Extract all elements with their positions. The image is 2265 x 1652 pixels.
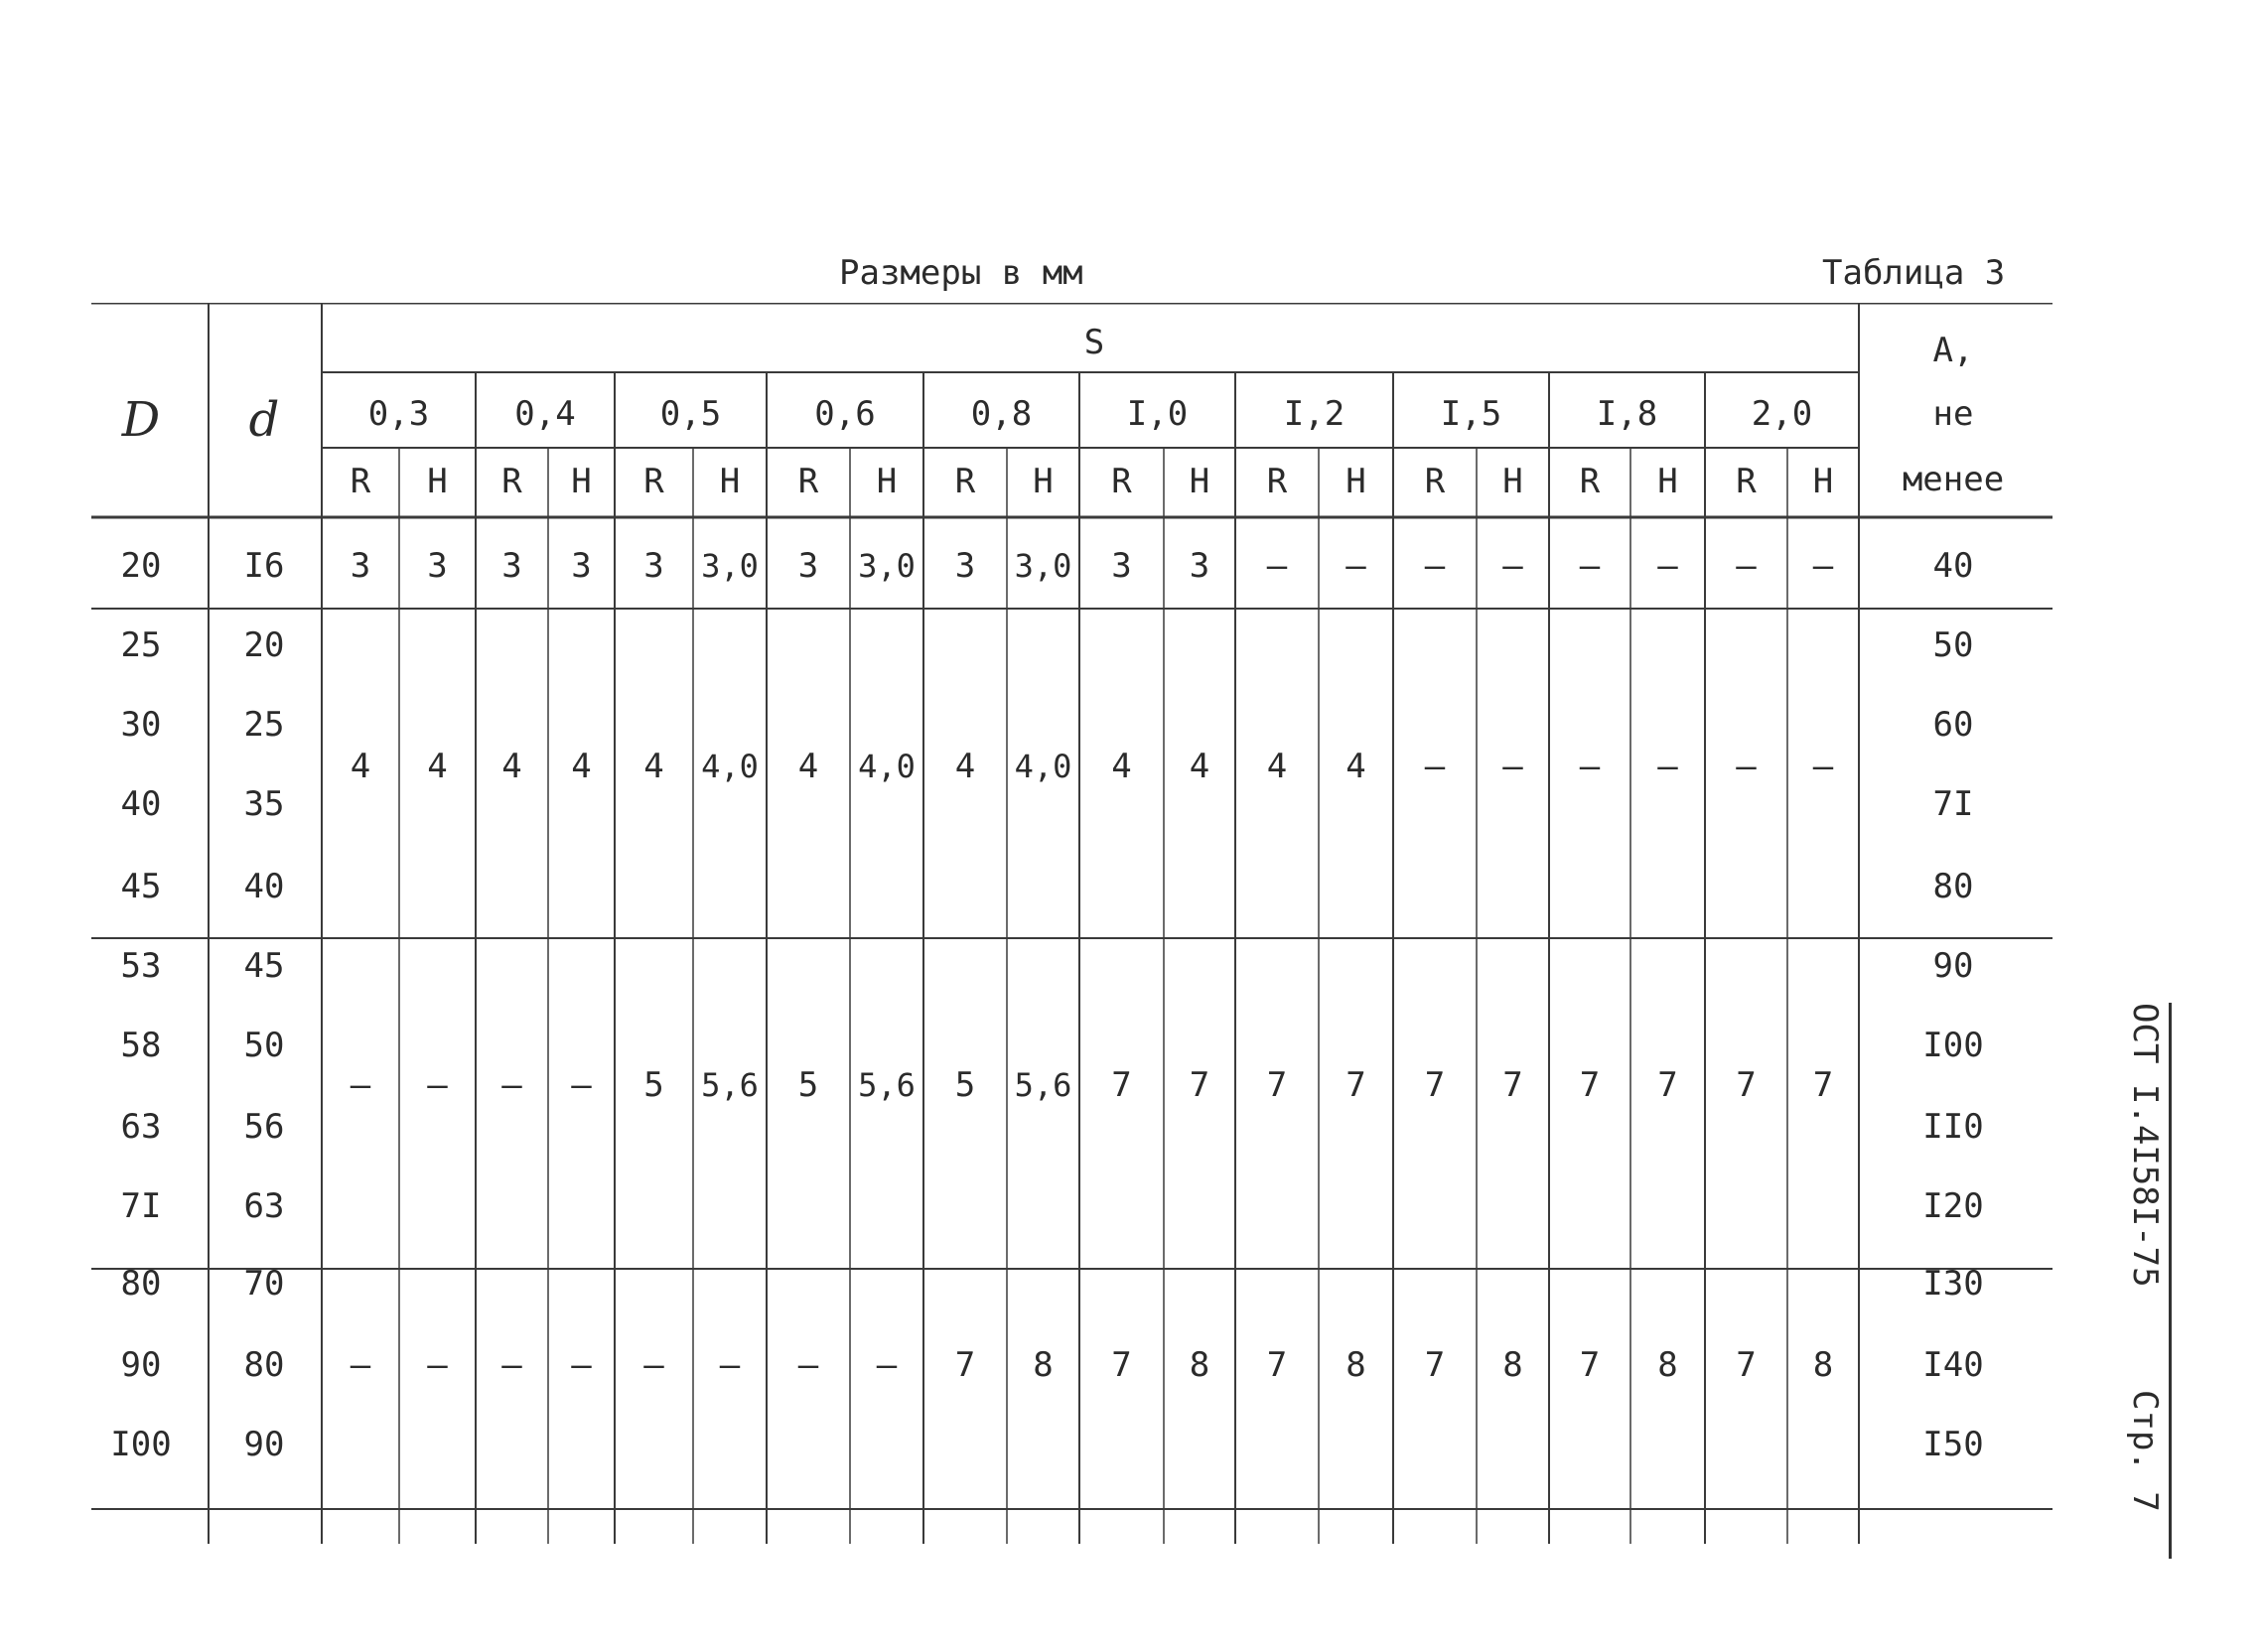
standard-number: ОСТ I.4I58I-75: [2125, 1003, 2165, 1288]
s-value-header: 0,4: [514, 394, 576, 434]
cell-value: 7: [1266, 1345, 1288, 1385]
cell-value: 7: [954, 1345, 976, 1385]
cell-value: 3: [1189, 546, 1210, 586]
cell-value: 4: [643, 747, 664, 786]
cell-value: 3,0: [858, 547, 916, 585]
cell-value: –: [1812, 747, 1834, 786]
row-value-D: 53: [120, 946, 162, 986]
s-value-header: I,5: [1440, 394, 1502, 434]
cell-value: –: [350, 1065, 371, 1105]
cell-value: –: [571, 1345, 592, 1385]
cell-value: 5: [954, 1065, 976, 1105]
row-value-D: 7I: [120, 1186, 162, 1226]
cell-value: 3: [954, 546, 976, 586]
cell-value: 7: [1111, 1345, 1132, 1385]
subheader-H: H: [876, 462, 898, 501]
s-value-header: 0,3: [367, 394, 430, 434]
cell-value: 7: [1812, 1065, 1834, 1105]
row-value-A: I20: [1922, 1186, 1984, 1226]
cell-value: 8: [1189, 1345, 1210, 1385]
row-value-D: 45: [120, 867, 162, 906]
side-stamp: [2125, 1003, 2172, 1559]
row-value-d: 80: [243, 1345, 285, 1385]
s-value-header: 2,0: [1751, 394, 1813, 434]
column-header-A-line3: менее: [1902, 460, 2005, 499]
cell-value: 4: [1345, 747, 1366, 786]
subheader-R: R: [797, 462, 819, 501]
cell-value: –: [1502, 747, 1523, 786]
subheader-R: R: [1266, 462, 1288, 501]
subheader-H: H: [719, 462, 741, 501]
dimensions-note: Размеры в мм: [839, 253, 1083, 293]
row-value-D: 80: [120, 1264, 162, 1304]
cell-value: 8: [1657, 1345, 1678, 1385]
cell-value: 4: [1266, 747, 1288, 786]
row-value-D: 20: [120, 546, 162, 586]
subheader-H: H: [571, 462, 592, 501]
cell-value: 4: [1189, 747, 1210, 786]
row-value-D: 63: [120, 1107, 162, 1147]
cell-value: 4: [427, 747, 448, 786]
page-number: Стр. 7: [2125, 1390, 2165, 1512]
subheader-H: H: [427, 462, 448, 501]
s-value-header: I,8: [1596, 394, 1658, 434]
cell-value: 7: [1266, 1065, 1288, 1105]
row-value-d: 63: [243, 1186, 285, 1226]
row-value-d: 70: [243, 1264, 285, 1304]
cell-value: 7: [1345, 1065, 1366, 1105]
cell-value: 7: [1424, 1065, 1446, 1105]
cell-value: 4: [1111, 747, 1132, 786]
cell-value: –: [427, 1065, 448, 1105]
cell-value: 5,6: [858, 1066, 916, 1104]
table-grid: [91, 303, 2053, 1544]
subheader-R: R: [1736, 462, 1757, 501]
cell-value: –: [1502, 546, 1523, 586]
row-value-A: 50: [1932, 625, 1974, 665]
row-value-A: I30: [1922, 1264, 1984, 1304]
dimensions-table: [91, 303, 2053, 1544]
subheader-H: H: [1033, 462, 1054, 501]
column-header-A-line2: не: [1932, 394, 1974, 434]
column-header-d: d: [248, 392, 280, 448]
cell-value: 3: [797, 546, 819, 586]
cell-value: –: [1424, 747, 1446, 786]
cell-value: –: [350, 1345, 371, 1385]
cell-value: 8: [1812, 1345, 1834, 1385]
cell-value: 3,0: [1014, 547, 1072, 585]
cell-value: 4,0: [858, 748, 916, 785]
cell-value: –: [797, 1345, 819, 1385]
s-value-header: I,0: [1126, 394, 1189, 434]
cell-value: 7: [1736, 1345, 1757, 1385]
cell-value: 3: [427, 546, 448, 586]
cell-value: 7: [1579, 1345, 1601, 1385]
cell-value: 7: [1189, 1065, 1210, 1105]
cell-value: 4,0: [1014, 748, 1072, 785]
subheader-H: H: [1502, 462, 1523, 501]
row-value-d: 50: [243, 1026, 285, 1065]
row-value-A: I00: [1922, 1026, 1984, 1065]
row-value-A: I40: [1922, 1345, 1984, 1385]
cell-value: –: [1345, 546, 1366, 586]
s-value-header: 0,8: [970, 394, 1033, 434]
row-value-d: 45: [243, 946, 285, 986]
row-value-D: I00: [110, 1425, 172, 1464]
cell-value: 4: [501, 747, 522, 786]
cell-value: 7: [1502, 1065, 1523, 1105]
cell-value: –: [501, 1345, 522, 1385]
cell-value: 3: [1111, 546, 1132, 586]
subheader-H: H: [1812, 462, 1834, 501]
row-value-A: 7I: [1932, 784, 1974, 824]
s-value-header: 0,5: [659, 394, 722, 434]
cell-value: 5,6: [701, 1066, 759, 1104]
row-value-A: 60: [1932, 705, 1974, 745]
cell-value: 5: [797, 1065, 819, 1105]
row-value-d: 35: [243, 784, 285, 824]
row-value-A: II0: [1922, 1107, 1984, 1147]
cell-value: 3: [350, 546, 371, 586]
cell-value: 7: [1111, 1065, 1132, 1105]
row-value-d: 25: [243, 705, 285, 745]
row-value-d: I6: [243, 546, 285, 586]
cell-value: 3,0: [701, 547, 759, 585]
cell-value: –: [1424, 546, 1446, 586]
cell-value: 8: [1033, 1345, 1054, 1385]
cell-value: –: [1736, 747, 1757, 786]
cell-value: –: [501, 1065, 522, 1105]
subheader-H: H: [1657, 462, 1678, 501]
cell-value: –: [643, 1345, 664, 1385]
cell-value: 5: [643, 1065, 664, 1105]
subheader-H: H: [1189, 462, 1210, 501]
subheader-R: R: [1424, 462, 1446, 501]
cell-value: –: [1812, 546, 1834, 586]
subheader-R: R: [350, 462, 371, 501]
row-value-d: 40: [243, 867, 285, 906]
cell-value: 7: [1424, 1345, 1446, 1385]
cell-value: –: [427, 1345, 448, 1385]
cell-value: 7: [1736, 1065, 1757, 1105]
cell-value: 3: [571, 546, 592, 586]
cell-value: –: [1657, 546, 1678, 586]
subheader-R: R: [643, 462, 664, 501]
subheader-R: R: [1579, 462, 1601, 501]
cell-value: –: [1736, 546, 1757, 586]
row-value-A: I50: [1922, 1425, 1984, 1464]
cell-value: 4: [350, 747, 371, 786]
cell-value: 4: [797, 747, 819, 786]
row-value-D: 30: [120, 705, 162, 745]
cell-value: 4: [571, 747, 592, 786]
cell-value: –: [1266, 546, 1288, 586]
s-value-header: 0,6: [814, 394, 876, 434]
cell-value: 7: [1657, 1065, 1678, 1105]
row-value-A: 90: [1932, 946, 1974, 986]
row-value-A: 80: [1932, 867, 1974, 906]
cell-value: 3: [643, 546, 664, 586]
cell-value: 4: [954, 747, 976, 786]
cell-value: –: [1579, 546, 1601, 586]
column-header-A: A,: [1932, 331, 1974, 370]
subheader-R: R: [501, 462, 522, 501]
cell-value: 7: [1579, 1065, 1601, 1105]
cell-value: –: [571, 1065, 592, 1105]
subheader-R: R: [1111, 462, 1132, 501]
row-value-D: 58: [120, 1026, 162, 1065]
cell-value: 4,0: [701, 748, 759, 785]
row-value-D: 25: [120, 625, 162, 665]
cell-value: –: [876, 1345, 898, 1385]
column-header-D: D: [121, 392, 161, 448]
cell-value: 5,6: [1014, 1066, 1072, 1104]
row-value-d: 90: [243, 1425, 285, 1464]
subheader-R: R: [954, 462, 976, 501]
cell-value: –: [1657, 747, 1678, 786]
column-header-S: S: [1083, 323, 1105, 362]
row-value-A: 40: [1932, 546, 1974, 586]
cell-value: –: [1579, 747, 1601, 786]
table-label: Таблица 3: [1822, 253, 2006, 293]
row-value-D: 90: [120, 1345, 162, 1385]
row-value-D: 40: [120, 784, 162, 824]
cell-value: 8: [1345, 1345, 1366, 1385]
cell-value: 8: [1502, 1345, 1523, 1385]
s-value-header: I,2: [1283, 394, 1345, 434]
subheader-H: H: [1345, 462, 1366, 501]
row-value-d: 20: [243, 625, 285, 665]
cell-value: –: [719, 1345, 741, 1385]
row-value-d: 56: [243, 1107, 285, 1147]
cell-value: 3: [501, 546, 522, 586]
